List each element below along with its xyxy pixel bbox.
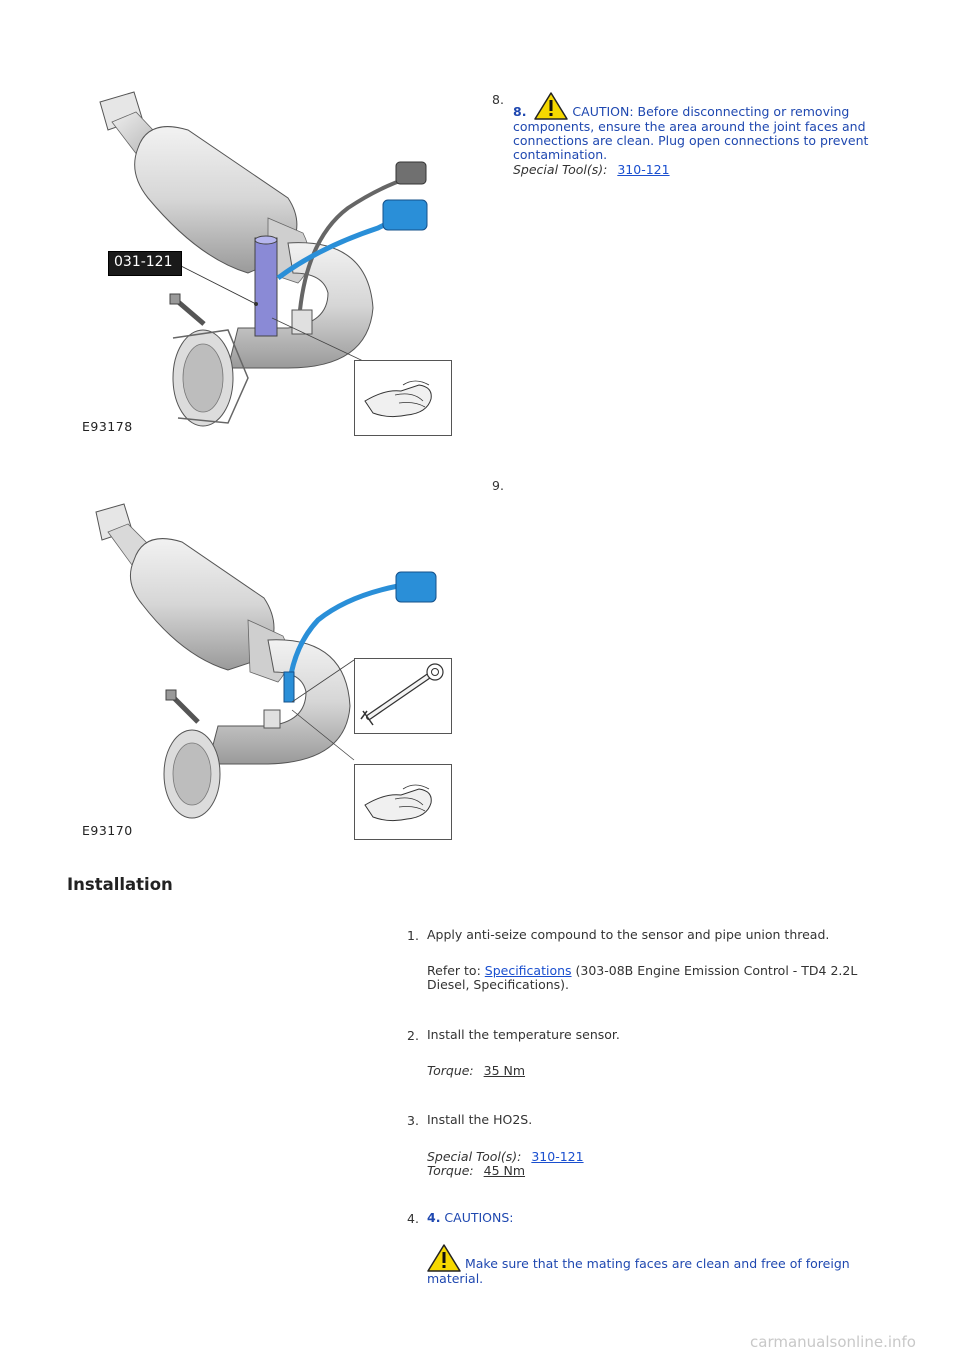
inset-clean-hands [354, 360, 452, 436]
step-8-number: 8. [492, 92, 504, 107]
special-tool-label-3: Special Tool(s): [427, 1149, 522, 1164]
watermark: carmanualsonline.info [750, 1333, 916, 1351]
install-step-2-text: Install the temperature sensor. [427, 1027, 620, 1042]
install-step-4-bold-number: 4. [427, 1210, 441, 1225]
inset-wrench [354, 658, 452, 734]
figure-e93178 [78, 78, 458, 438]
step-8-special-tool [513, 163, 670, 177]
install-step-1-text: Apply anti-seize compound to the sensor and pipe union thread. [427, 927, 830, 942]
install-step-2-number: 2. [407, 1028, 419, 1043]
install-step-3-tool [427, 1150, 584, 1164]
special-tool-link[interactable]: 310-121 [617, 162, 670, 177]
hands-icon-2 [355, 765, 451, 839]
install-step-1-refer [427, 964, 897, 992]
special-tool-link-3[interactable]: 310-121 [531, 1149, 584, 1164]
special-tool-label: Special Tool(s): [513, 162, 608, 177]
install-step-4-caution-text: Make sure that the mating faces are clean and free of foreign material. [427, 1256, 850, 1286]
torque-value-3: 45 Nm [483, 1163, 526, 1178]
warning-triangle-icon [534, 92, 568, 120]
specifications-link[interactable]: Specifications [484, 963, 572, 978]
step-8-caution-text: CAUTION: Before disconnecting or removing components, ensure the area around the joint faces and connections are clean. Plug open connections to prevent contamination. [513, 104, 869, 162]
install-step-3-text: Install the HO2S. [427, 1112, 533, 1127]
step-8-bold-number: 8. [513, 104, 527, 119]
warning-triangle-icon-2 [427, 1244, 461, 1272]
tool-callout-label: 031-121 [114, 254, 173, 270]
inset-clean-hands-2 [354, 764, 452, 840]
figure-id-2: E93170 [82, 823, 133, 838]
torque-label: Torque: [427, 1063, 474, 1078]
step-9-number: 9. [492, 478, 504, 493]
torque-value: 35 Nm [483, 1063, 526, 1078]
refer-suffix: (303-08B Engine Emission Control - TD4 2.2L Diesel, Specifications). [427, 963, 858, 992]
install-step-4-number: 4. [407, 1211, 419, 1226]
figure-e93170 [78, 500, 458, 840]
install-step-3-torque [427, 1164, 525, 1178]
install-step-1-number: 1. [407, 928, 419, 943]
figure-id-1: E93178 [82, 419, 133, 434]
wrench-icon [355, 659, 451, 733]
cautions-label: CAUTIONS: [440, 1210, 514, 1225]
installation-heading: Installation [67, 875, 173, 894]
step-8-caution [513, 92, 873, 162]
torque-label-3: Torque: [427, 1163, 474, 1178]
install-step-2-torque [427, 1064, 525, 1078]
install-step-3-number: 3. [407, 1113, 419, 1128]
refer-prefix: Refer to: [427, 963, 485, 978]
hands-icon [355, 361, 451, 435]
install-step-4-caution [427, 1244, 897, 1286]
install-step-4-heading [427, 1211, 514, 1225]
